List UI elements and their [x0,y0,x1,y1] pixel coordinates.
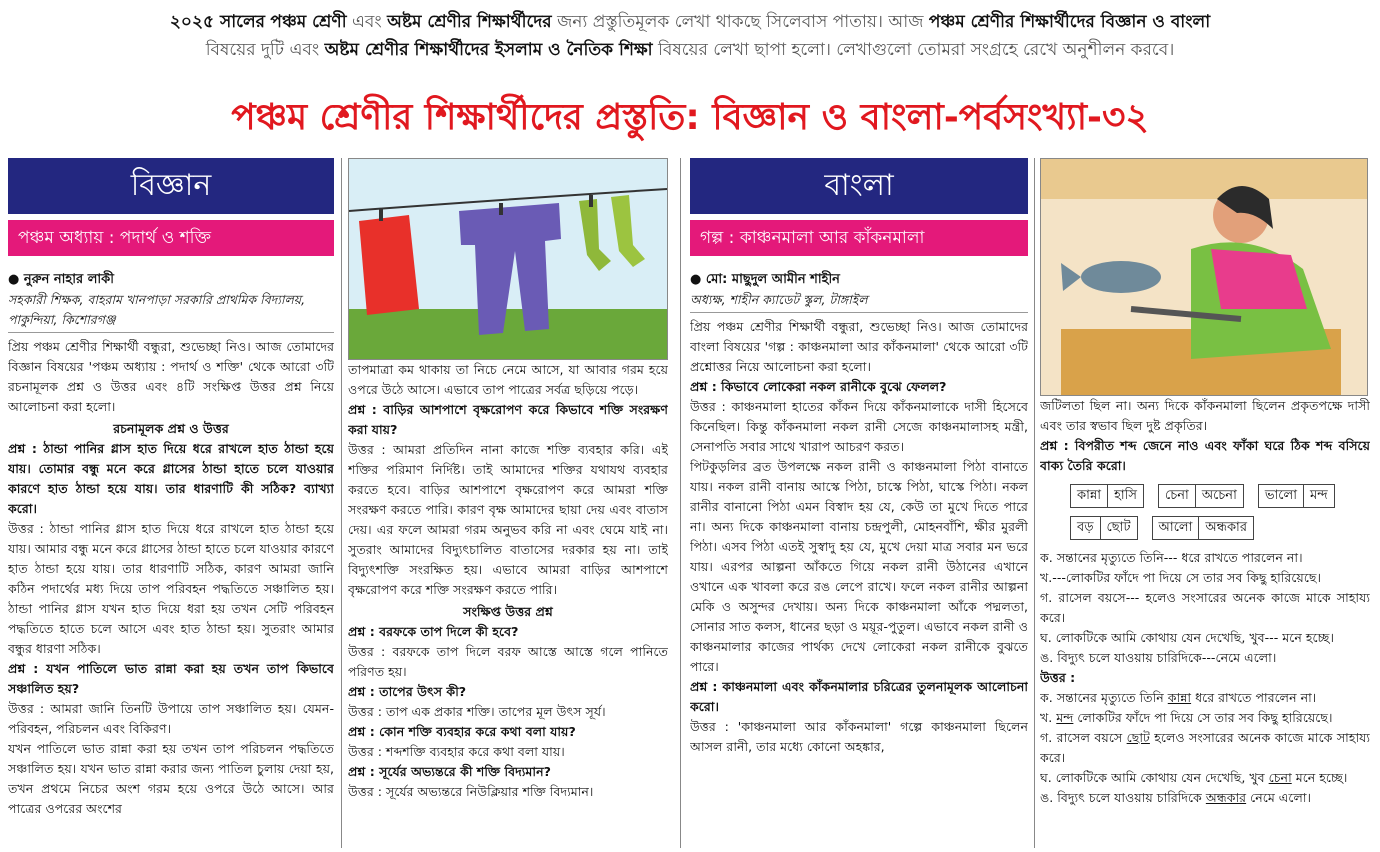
antonym-pair [1158,484,1244,508]
bangla-author-role: অধ্যক্ষ, শাহীন ক্যাডেট স্কুল, টাঙ্গাইল [690,290,1028,313]
intro-notice [0,8,1380,64]
answer: উত্তর : আমরা প্রতিদিন নানা কাজে শক্তি ব্যবহার করি। এই শক্তির পরিমাণ নির্দিষ্ট। তাই আমাদের শক্তির যথাযথ ব্যবহার করতে হবে। বাড়ির আশপাশে বৃক্ষরোপণ করে আমরা শক্তি সংরক্ষণ করতে পারি। কারণ বৃক্ষ আমাদের ছায়া দেয় এবং বাতাস দেয়। এর ফলে আমরা গরম অনুভব করি না এবং ঘেমে যাই না। সুতরাং আমাদের বিদ্যুৎচালিত বাতাসের দরকার হয় না। তাই বিদ্যুৎশক্তি সংরক্ষিত হয়। এভাবে আমরা বাড়ির আশপাশে বৃক্ষরোপণ করে শক্তি সংরক্ষণ করতে পারি। [348,442,668,597]
science-author-role: সহকারী শিক্ষক, বাহরাম খানপাড়া সরকারি প্রাথমিক বিদ্যালয়, পাকুন্দিয়া, কিশোরগঞ্জ [8,290,334,333]
bangla-banner: বাংলা [690,158,1028,214]
antonym-word: অন্ধকার [1205,520,1247,535]
antonym-word: ছোট [1106,520,1131,535]
question: প্রশ্ন : যখন পাতিলে ভাত রান্না করা হয় তখন তাপ কিভাবে সঞ্চালিত হয়? [8,661,334,696]
science-column-2 [348,158,668,848]
answer-continued: তাপমাত্রা কম থাকায় তা নিচে নেমে আসে, যা আবার গরম হয়ে ওপরে উঠে আসে। এভাবে তাপ পাত্রের সর্বত্র ছড়িয়ে পড়ে। [348,362,668,397]
antonym-word: মন্দ [1309,488,1328,503]
bangla-column [690,158,1028,848]
antonym-pair [1070,516,1138,540]
answer-item: ঙ. বিদ্যুৎ চলে যাওয়ায় চারিদিকে অন্ধকার নেমে এলো। [1040,790,1311,805]
answer-item: খ. মন্দ লোকটির ফাঁদে পা দিয়ে সে তার সব কিছু হারিয়েছে। [1040,710,1333,725]
question: প্রশ্ন : ঠান্ডা পানির গ্লাস হাত দিয়ে ধরে রাখলে হাত ঠান্ডা হয়ে যায়। তোমার বন্ধু মনে করে গ্লাসের ঠান্ডা হাতে চলে যাওয়ার কারণে হাত ঠান্ডা হয়ে যায়। তার ধারণাটি কী সঠিক? ব্যাখ্যা করো। [8,441,334,516]
answer: উত্তর : ঠান্ডা পানির গ্লাস হাত দিয়ে ধরে রাখলে হাত ঠান্ডা হয়ে যায়। আমার বন্ধু মনে করে গ্লাসের ঠান্ডা হাতে চলে যাওয়ার কারণে হাত ঠান্ডা হয়ে যায়। তার ধারণাটি সঠিক, কারণ আমরা জানি কঠিন পদার্থের মধ্য দিয়ে তাপ পরিবহন পদ্ধতিতে সঞ্চালিত হয়। ঠান্ডা পানির গ্লাস যখন হাত দিয়ে ধরা হয় তখন সেটি পরিবহন পদ্ধতিতে হাতে চলে আসে এবং হাত ঠান্ডা হয়। সুতরাং আমার বন্ধুর ধারণা সঠিক। [8,521,334,656]
bangla-author: ● মো: মাছুদুল আমীন শাহীন [690,272,840,287]
answer: উত্তর : তাপ এক প্রকার শক্তি। তাপের মূল উৎস সূর্য। [348,704,606,719]
answer-item: ঘ. লোকটিকে আমি কোথায় যেন দেখেছি, খুব চেনা মনে হচ্ছে। [1040,770,1348,785]
science-chapter-bar: পঞ্চম অধ্যায় : পদার্থ ও শক্তি [8,220,334,256]
answer-word: ছোট [1126,730,1150,745]
antonym-pair [1070,484,1144,508]
column-divider [680,158,681,848]
question: প্রশ্ন : সূর্যের অভ্যন্তরে কী শক্তি বিদ্যমান? [348,764,551,779]
column-divider [341,158,342,848]
science-column [8,158,334,848]
science-banner: বিজ্ঞান [8,158,334,214]
answer-word: অন্ধকার [1205,790,1247,805]
answer: উত্তর : কাঞ্চনমালা হাতের কাঁকন দিয়ে কাঁকনমালাকে দাসী হিসেবে কিনেছিল। কিন্তু কাঁকনমালা নকল রানী সেজে কাঞ্চনমালাসহ মন্ত্রী, সেনাপতি সবার সাথে খারাপ আচরণ করত। [690,399,1028,454]
question: প্রশ্ন : কাঞ্চনমালা এবং কাঁকনমালার চরিত্রের তুলনামূলক আলোচনা করো। [690,679,1028,714]
question: প্রশ্ন : বিপরীত শব্দ জেনে নাও এবং ফাঁকা ঘরে ঠিক শব্দ বসিয়ে বাক্য তৈরি করো। [1040,438,1370,473]
answer-block: উত্তর : [1040,670,1076,685]
bangla-column-2 [1040,158,1370,848]
antonym-boxes [1070,484,1370,540]
answer-word: মন্দ [1056,710,1074,725]
exercise-item: খ.---লোকটির ফাঁদে পা দিয়ে সে তার সব কিছু হারিয়েছে। [1040,570,1322,585]
bangla-story-bar: গল্প : কাঞ্চনমালা আর কাঁকনমালা [690,220,1028,256]
question: প্রশ্ন : বাড়ির আশপাশে বৃক্ষরোপণ করে কিভাবে শক্তি সংরক্ষণ করা যায়? [348,402,668,437]
question: প্রশ্ন : বরফকে তাপ দিলে কী হবে? [348,624,519,639]
answer: পিটকুড়লির ব্রত উপলক্ষে নকল রানী ও কাঞ্চনমালা পিঠা বানাতে যায়। নকল রানী বানায় আস্কে পিঠা, চাস্কে পিঠা, ঘাস্কে পিঠা। নকল রানীর বানানো পিঠা এমন বিস্বাদ হয় যে, কেউ তা মুখে দিতে পারে না। অন্য দিকে কাঞ্চনমালা বানায় চন্দ্রপুলী, মোহনবাঁশি, ক্ষীর মুরলী পিঠা। এসব পিঠা এতই সুস্বাদু হয় যে, মুখে দেয়া মাত্র সবার মন ভরে যায়। এরপর আল্পনা আঁকতে গিয়ে নকল রানী উঠানের এখানে ওখানে এক খাবলা করে রঙ লেপে রাখে। ফলে নকল রানীর আল্পনা মেকি ও অসুন্দর দেখায়। অন্য দিকে কাঞ্চনমালা আঁকে পদ্মলতা, সোনার সাত কলস, ধানের ছড়া ও ময়ূর-পুতুল। এভাবে নকল রানী ও কাঞ্চনমালার কাজের পার্থক্য দেখে লোকেরা নকল রানীকে বুঝতে পারে। [690,459,1028,674]
antonym-word: বড় [1071,517,1101,539]
woman-cutting-fish-illustration [1040,158,1368,396]
question: প্রশ্ন : তাপের উৎস কী? [348,684,467,699]
antonym-word: আলো [1153,517,1200,539]
answer-word: কান্না [1167,690,1192,705]
clothesline-illustration [348,158,668,360]
exercise-item: গ. রাসেল বয়সে--- হলেও সংসারের অনেক কাজে মাকে সাহায্য করে। [1040,590,1370,625]
answer-word: চেনা [1268,770,1292,785]
antonym-word: হাসি [1114,488,1137,503]
column-divider [1034,158,1035,848]
answer-continued: জটিলতা ছিল না। অন্য দিকে কাঁকনমালা ছিলেন প্রকৃতপক্ষে দাসী এবং তার স্বভাব ছিল দুষ্ট প্রকৃতির। [1040,398,1370,433]
antonym-word: কান্না [1071,485,1108,507]
exercise-item: ঙ. বিদ্যুৎ চলে যাওয়ায় চারিদিকে---নেমে এলো। [1040,650,1277,665]
question: প্রশ্ন : কিভাবে লোকেরা নকল রানীকে বুঝে ফেলল? [690,379,947,394]
science-intro: প্রিয় পঞ্চম শ্রেণীর শিক্ষার্থী বন্ধুরা, শুভেচ্ছা নিও। আজ তোমাদের বিজ্ঞান বিষয়ের 'পঞ্চম অধ্যায় : পদার্থ ও শক্তি' থেকে আরো ৩টি রচনামূলক প্রশ্ন ও উত্তর এবং ৪টি সংক্ষিপ্ত উত্তর প্রশ্ন নিয়ে আলোচনা করা হলো। [8,339,334,414]
answer: যখন পাতিলে ভাত রান্না করা হয় তখন তাপ পরিচলন পদ্ধতিতে সঞ্চালিত হয়। যখন ভাত রান্না করার জন্য পাতিল চুলায় দেয়া হয়, তখন প্রথমে নিচের অংশ গরম হয়ে ওপরে উঠে আসে। আর পাত্রের ওপরের অংশের [8,741,334,816]
intro-line-2: বিষয়ের দুটি এবং অষ্টম শ্রেণীর শিক্ষার্থীদের ইসলাম ও নৈতিক শিক্ষা বিষয়ের লেখা ছাপা হলো। লেখাগুলো তোমরা সংগ্রহে রেখে অনুশীলন করবে। [205,40,1175,60]
antonym-pair [1258,484,1335,508]
answer-list [1040,688,1370,808]
science-author: ● নুরুন নাহার লাকী [8,272,114,287]
exercise-item: ঘ. লোকটিকে আমি কোথায় যেন দেখেছি, খুব--- মনে হচ্ছে। [1040,630,1334,645]
answer: উত্তর : 'কাঞ্চনমালা আর কাঁকনমালা' গল্পে কাঞ্চনমালা ছিলেন আসল রানী, তার মধ্যে কোনো অহঙ্কার, [690,719,1028,754]
antonym-word: চেনা [1159,485,1196,507]
bangla-intro: প্রিয় পঞ্চম শ্রেণীর শিক্ষার্থী বন্ধুরা, শুভেচ্ছা নিও। আজ তোমাদের বাংলা বিষয়ের 'গল্প : কাঞ্চনমালা আর কাঁকনমালা' থেকে আরো ৩টি প্রশ্নোত্তর নিয়ে আলোচনা করা হলো। [690,319,1028,374]
answer-item: গ. রাসেল বয়সে ছোট হলেও সংসারের অনেক কাজে মাকে সাহায্য করে। [1040,730,1370,765]
antonym-row [1070,484,1370,508]
answer: উত্তর : আমরা জানি তিনটি উপায়ে তাপ সঞ্চালিত হয়। যেমন- পরিবহন, পরিচলন এবং বিকিরণ। [8,701,334,736]
question: প্রশ্ন : কোন শক্তি ব্যবহার করে কথা বলা যায়? [348,724,576,739]
answer: উত্তর : বরফকে তাপ দিলে বরফ আস্তে আস্তে গলে পানিতে পরিণত হয়। [348,644,668,679]
answer-item: ক. সন্তানের মৃত্যুতে তিনি কান্না ধরে রাখতে পারলেন না। [1040,690,1317,705]
antonym-pair [1152,516,1254,540]
section-heading: সংক্ষিপ্ত উত্তর প্রশ্ন [463,604,553,619]
exercise-item: ক. সন্তানের মৃত্যুতে তিনি--- ধরে রাখতে পারলেন না। [1040,550,1303,565]
answer: উত্তর : সূর্যের অভ্যন্তরে নিউক্লিয়ার শক্তি বিদ্যমান। [348,784,594,799]
answer: উত্তর : শব্দশক্তি ব্যবহার করে কথা বলা যায়। [348,744,565,759]
exercise-list [1040,548,1370,668]
antonym-row [1070,516,1370,540]
intro-line-1: ২০২৫ সালের পঞ্চম শ্রেণী এবং অষ্টম শ্রেণীর শিক্ষার্থীদের জন্য প্রস্তুতিমূলক লেখা থাকছে সিলেবাস পাতায়। আজ পঞ্চম শ্রেণীর শিক্ষার্থীদের বিজ্ঞান ও বাংলা [169,12,1211,32]
section-heading: রচনামূলক প্রশ্ন ও উত্তর [113,421,229,436]
antonym-word: অচেনা [1201,488,1237,503]
page-headline: পঞ্চম শ্রেণীর শিক্ষার্থীদের প্রস্তুতি: বিজ্ঞান ও বাংলা-পর্বসংখ্যা-৩২ [231,97,1149,138]
antonym-word: ভালো [1259,485,1304,507]
